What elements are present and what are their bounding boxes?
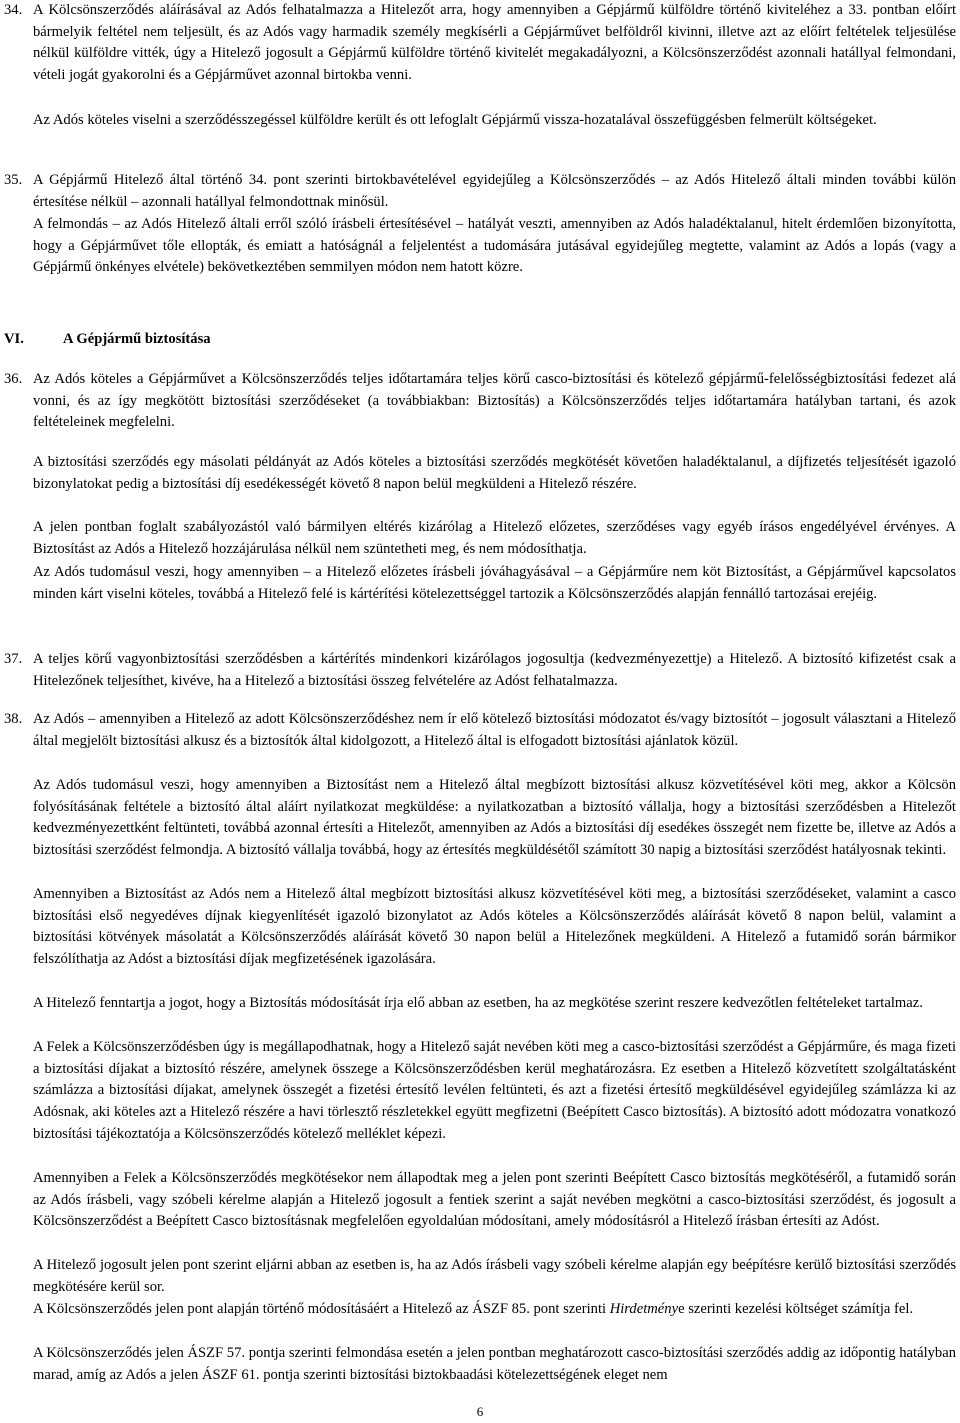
paragraph-text: A Kölcsönszerződés jelen ÁSZF 57. pontja szerinti felmondása esetén a jelen pontban meghatározott casco-biztosítási szerződés addig az időpontig hatályban marad, amíg az Adós a jelen ÁSZF 61. pontja szerinti biztosítási biztokbaadási kötelezettségének eleget nem [33,1345,956,1383]
section-heading [0,329,960,351]
paragraph-text: Amennyiben a Biztosítást az Adós nem a Hitelező által megbízott biztosítási alkusz közvetítésével köti meg, a biztosítási szerződéseket, valamint a casco biztosítási első negyedéves díjnak kiegyenlítését igazoló bizonylatot az Adós köteles a Kölcsönszerződés aláírását követő 8 napon belül, valamint a biztosítási kötvények másolatát a Kölcsönszerződés aláírását követő 30 napon belül a Hitelezőnek megküldeni. A Hitelező a futamidő során bármikor felszólíthatja az Adóst a biztosítási díjak megfizetésének igazolására. [33,886,956,968]
paragraph-34-continuation [0,110,960,132]
paragraph-36-continuation [0,517,960,560]
paragraph-text: Az Adós köteles viselni a szerződésszegéssel külföldre került és ott lefoglalt Gépjármű vissza-hozatalával összefüggésben felmerült költségeket. [33,112,877,128]
paragraph-text: A Gépjármű Hitelező által történő 34. pont szerinti birtokbavételével egyidejűleg a Kölcsönszerződés – az Adós Hitelező általi minden további külön értesítése nélkül – azonnali hatállyal felmondottnak minősül. [33,172,956,210]
paragraph-36-continuation [0,562,960,605]
paragraph-38-continuation [0,1255,960,1298]
paragraph-38-continuation [0,1343,960,1386]
paragraph-number: 34. [4,2,23,18]
paragraph-text: Az Adós köteles a Gépjárművet a Kölcsönszerződés teljes időtartamára teljes körű casco-biztosítási és kötelező gépjármű-felelősségbiztosítási fedezet alá vonni, és az így megkötött biztosítási szerződéseket (a továbbiakban: Biztosítás) a Kölcsönszerződés teljes időtartamára hatályban tartani, és azok feltételeinek megfelelni. [33,371,956,431]
paragraph-text: Az Adós – amennyiben a Hitelező az adott Kölcsönszerződéshez nem ír elő kötelező biztosítási módozatot és/vagy biztosítót – jogosult választani a Hitelező által megjelölt biztosítási alkusz és a biztosítók által kidolgozott, a Hitelező által is elfogadott biztosítási ajánlatok közül. [33,711,956,749]
paragraph-35-continuation [0,214,960,279]
paragraph-38-continuation [0,884,960,971]
paragraph-text: A Hitelező fenntartja a jogot, hogy a Biztosítás módosítását írja elő abban az esetben, ha az megkötése szerint reszere kedvezőtlen feltételeket tartalmaz. [33,995,923,1011]
paragraph-38-continuation [0,1037,960,1146]
paragraph-number: 35. [4,172,23,188]
text-run: A Kölcsönszerződés jelen pont alapján történő módosításáért a Hitelező az ÁSZF 85. pont szerinti [33,1301,610,1317]
paragraph-text: A Felek a Kölcsönszerződésben úgy is megállapodhatnak, hogy a Hitelező saját nevében köti meg a casco-biztosítási szerződést a Gépjárműre, és maga fizeti a biztosítási díjakat a biztosító részére, amelynek összege a Kölcsönszerződésben kerül meghatározásra. Ez esetben a Hitelező közvetített szolgáltatásként számlázza a biztosítási díjakat, amelynek összegét a fizetési értesítő levélen feltünteti, és azt a fizetési értesítő megküldésével egyidejűleg számlázza ki az Adósnak, aki köteles azt a Hitelező részére a havi törlesztő részletekkel együtt megfizetni (Beépített Casco biztosítás). A biztosító adott módozatra vonatkozó biztosítási tájékoztatója a Kölcsönszerződés kötelező melléklet képezi. [33,1039,956,1142]
paragraph-38-continuation [0,1168,960,1233]
paragraph-text: A teljes körű vagyonbiztosítási szerződésben a kártérítés mindenkori kizárólagos jogosultja (kedvezményezettje) a Hitelező. A biztosító kifizetést csak a Hitelezőnek teljesíthet, kivéve, ha a Hitelező a biztosítási összeg felvételére az Adóst felhatalmazza. [33,651,956,689]
section-number: VI. [4,331,24,347]
text-run: e szerinti kezelési költséget számítja fel. [678,1301,914,1317]
section-title: A Gépjármű biztosítása [63,331,211,347]
paragraph-35 [0,170,960,213]
paragraph-38-continuation [0,775,960,862]
paragraph-38 [0,709,960,752]
paragraph-text: A Hitelező jogosult jelen pont szerint eljárni abban az esetben is, ha az Adós írásbeli vagy szóbeli kérelme alapján egy beépítésre kerülő biztosítási szerződés megkötésére kerül sor. [33,1257,956,1295]
paragraph-37 [0,649,960,692]
paragraph-text: A Kölcsönszerződés aláírásával az Adós felhatalmazza a Hitelezőt arra, hogy amennyiben a Gépjármű külföldre történő kiviteléhez a 33. pontban előírt bármelyik feltétel nem teljesült, és az Adós vagy harmadik személy megkísérli a Gépjárművet belföldről kivinni, illetve azt az előírt feltételek teljesülése nélkül külföldre vitték, úgy a Hitelező jogosult a Gépjármű külföldre történő kivitelét megakadályozni, a Kölcsönszerződést azonnali hatállyal felmondani, vételi jogát gyakorolni és a Gépjárművet azonnal birtokba venni. [33,2,956,84]
paragraph-text: Az Adós tudomásul veszi, hogy amennyiben – a Hitelező előzetes írásbeli jóváhagyásával – a Gépjárműre nem köt Biztosítást, a Gépjárművel kapcsolatos minden kárt viselni köteles, továbbá a Hitelező felé is kártérítési kötelezettséggel tartozik a Kölcsönszerződés alapján fennálló tartozásai erejéig. [33,564,956,602]
paragraph-36 [0,369,960,434]
paragraph-text [33,1299,956,1321]
paragraph-38-continuation [0,993,960,1015]
paragraph-38-continuation [0,1299,960,1321]
paragraph-number: 37. [4,651,23,667]
paragraph-text: Az Adós tudomásul veszi, hogy amennyiben a Biztosítást nem a Hitelező által megbízott biztosítási alkusz közvetítésével köti meg, akkor a Kölcsön folyósításának feltétele a biztosító által aláírt nyilatkozat megküldése: a nyilatkozatban a biztosító vállalja, hogy a biztosítási szerződésben a Hitelezőt kedvezményezettként feltünteti, továbbá azonnal értesíti a Hitelezőt, amennyiben az Adós a biztosítási díj esedékes összegét nem fizette be, illetve az Adós a biztosítási szerződést felmondja. A biztosító vállalja továbbá, hogy az értesítés megküldésétől számított 30 napig a biztosítási szerződést hatályosnak tekinti. [33,777,956,859]
paragraph-text: Amennyiben a Felek a Kölcsönszerződés megkötésekor nem állapodtak meg a jelen pont szerinti Beépített Casco biztosítás megkötéséről, a futamidő során az Adós írásbeli, vagy szóbeli kérelme alapján a Hitelező jogosult a fentiek szerint a saját nevében megkötni a casco-biztosítási szerződést, és jogosult a Kölcsönszerződést a Beépített Casco biztosításnak megfelelően egyoldalúan módosítani, amely módosításról a Hitelező írásban értesíti az Adóst. [33,1170,956,1230]
paragraph-number: 36. [4,371,23,387]
paragraph-text: A jelen pontban foglalt szabályozástól való bármilyen eltérés kizárólag a Hitelező előzetes, szerződéses vagy egyéb írásos engedélyével érvényes. A Biztosítást az Adós a Hitelező hozzájárulása nélkül nem szüntetheti meg, és nem módosíthatja. [33,519,956,557]
paragraph-34 [0,0,960,87]
paragraph-text: A biztosítási szerződés egy másolati példányát az Adós köteles a biztosítási szerződés megkötését követően haladéktalanul, a díjfizetés teljesítését igazoló bizonylatokat pedig a biztosítási díj esedékességét követő 8 napon belül megküldeni a Hitelező részére. [33,454,956,492]
page-number: 6 [476,1404,484,1419]
paragraph-text: A felmondás – az Adós Hitelező általi erről szóló írásbeli értesítésével – hatályát veszti, amennyiben az Adós haladéktalanul, hitelt érdemlően bizonyította, hogy a Gépjárművet tőle ellopták, és emiatt a hatóságnál a feljelentést a tudomására jutásával egyidejűleg megtette, valamint az Adós a lopás (vagy a Gépjármű önkényes elvétele) bekövetkeztében semmilyen módon nem hatott közre. [33,216,956,276]
paragraph-number: 38. [4,711,23,727]
italic-term: Hirdetmény [609,1301,679,1317]
paragraph-36-continuation [0,452,960,495]
